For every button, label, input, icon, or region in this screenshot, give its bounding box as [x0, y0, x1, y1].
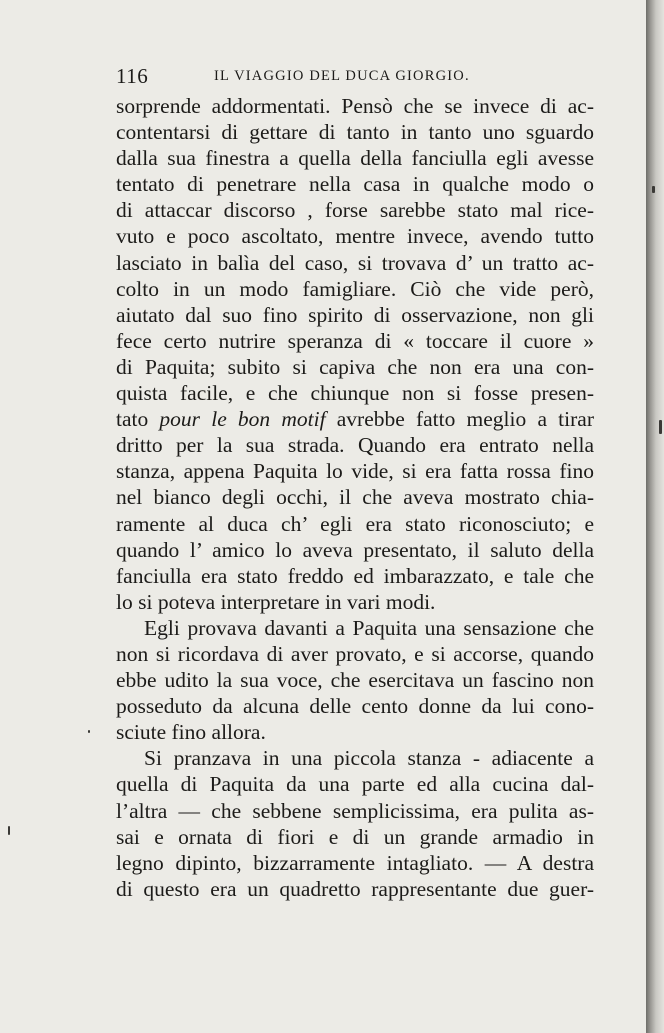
text-line: ramente al duca ch’ egli era stato riconosciuto; e — [116, 511, 594, 536]
scan-speck — [652, 186, 655, 193]
text-line: tentato di penetrare nella casa in qualche modo o — [116, 172, 594, 197]
text-line: ebbe udito la sua voce, che esercitava un fascino non — [116, 668, 594, 693]
text-line: colto in un modo famigliare. Ciò che vide però, — [116, 276, 594, 301]
text-line: sciute fino allora. — [116, 720, 266, 745]
text-line: aiutato dal suo fino spirito di osservazione, non gli — [116, 302, 594, 327]
scan-speck — [88, 730, 90, 733]
text-line: vuto e poco ascoltato, mentre invece, avendo tutto — [116, 224, 594, 249]
text-line: posseduto da alcuna delle cento donne da lui cono- — [116, 694, 594, 719]
scan-speck — [659, 420, 662, 434]
text-line: non si ricordava di aver provato, e si accorse, quando — [116, 641, 594, 666]
text-line: quella di Paquita da una parte ed alla cucina dal- — [116, 772, 594, 797]
text-line: nel bianco degli occhi, il che aveva mostrato chia- — [116, 485, 594, 510]
text-line: quando l’ amico lo aveva presentato, il saluto della — [116, 537, 594, 562]
text-line: legno dipinto, bizzarramente intagliato. — A destra — [116, 850, 594, 875]
text-line: l’altra — che sebbene semplicissima, era pulita as- — [116, 798, 594, 823]
running-head — [116, 64, 596, 88]
text-line-with-italic: tato pour le bon motif avrebbe fatto meglio a tirar — [116, 407, 594, 432]
text-line: di questo era un quadretto rappresentante due guer- — [116, 876, 594, 901]
text-line: lo si poteva interpretare in vari modi. — [116, 589, 436, 614]
text-line: fece certo nutrire speranza di « toccare il cuore » — [116, 328, 594, 353]
page-edge-shadow — [646, 0, 664, 1033]
text-line: dritto per la sua strada. Quando era entrato nella — [116, 433, 594, 458]
text-line: fanciulla era stato freddo ed imbarazzato, e tale che — [116, 563, 594, 588]
text-line: Egli provava davanti a Paquita una sensazione che — [144, 615, 594, 640]
running-title: IL VIAGGIO DEL DUCA GIORGIO. — [214, 68, 470, 84]
text-line: contentarsi di gettare di tanto in tanto uno sguardo — [116, 120, 594, 145]
text-line: Si pranzava in una piccola stanza - adiacente a — [144, 746, 594, 771]
text-line: sai e ornata di fiori e di un grande armadio in — [116, 824, 594, 849]
scan-speck — [8, 826, 10, 835]
text-line: stanza, appena Paquita lo vide, si era fatta rossa fino — [116, 459, 594, 484]
text-line: quista facile, e che chiunque non si fosse presen- — [116, 381, 594, 406]
italic-phrase: pour le bon motif — [159, 407, 326, 432]
body-text — [116, 93, 594, 902]
text-line: dalla sua finestra a quella della fanciulla egli avesse — [116, 146, 594, 171]
text-line: di Paquita; subito si capiva che non era una con- — [116, 354, 594, 379]
page-number: 116 — [116, 64, 149, 88]
text-line: lasciato in balìa del caso, si trovava d’ un tratto ac- — [116, 250, 594, 275]
text-line: sorprende addormentati. Pensò che se invece di ac- — [116, 94, 594, 118]
text-line: di attaccar discorso , forse sarebbe stato mal rice- — [116, 198, 594, 223]
